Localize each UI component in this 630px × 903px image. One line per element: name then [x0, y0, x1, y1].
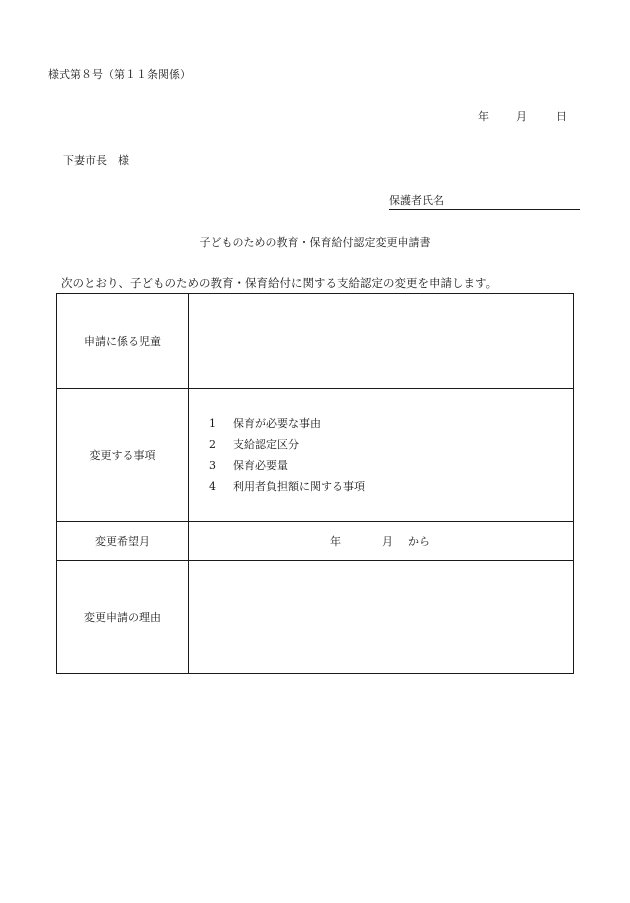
change-items-list	[189, 413, 573, 497]
child-field[interactable]	[189, 294, 574, 389]
date-month-label: 月	[516, 110, 527, 123]
list-item[interactable]	[209, 455, 573, 476]
item-text: 保育必要量	[233, 459, 288, 472]
form-number: 様式第８号（第１１条関係）	[48, 68, 191, 81]
table-row	[57, 522, 574, 561]
guardian-name-label: 保護者氏名	[389, 194, 444, 207]
item-text: 保育が必要な事由	[233, 417, 321, 430]
list-item[interactable]	[209, 413, 573, 434]
list-item[interactable]	[209, 476, 573, 497]
item-number: 3	[209, 459, 216, 472]
guardian-name-field[interactable]	[389, 192, 580, 210]
item-text: 利用者負担額に関する事項	[233, 480, 365, 493]
date-day-label: 日	[556, 110, 567, 123]
intro-text: 次のとおり、子どものための教育・保育給付に関する支給認定の変更を申請します。	[61, 276, 498, 290]
addressee: 下妻市長 様	[63, 154, 129, 167]
item-number: 2	[209, 438, 216, 451]
document-title: 子どものための教育・保育給付認定変更申請書	[199, 236, 431, 249]
table-row	[57, 389, 574, 522]
list-item[interactable]	[209, 434, 573, 455]
reason-field[interactable]	[189, 561, 574, 674]
month-from-label: から	[408, 535, 430, 548]
item-number: 1	[209, 417, 216, 430]
item-text: 支給認定区分	[233, 438, 299, 451]
desired-month-field[interactable]	[189, 522, 574, 561]
month-year-label: 年	[330, 535, 341, 548]
table-row	[57, 294, 574, 389]
desired-month-label: 変更希望月	[57, 522, 189, 561]
child-label: 申請に係る児童	[57, 294, 189, 389]
application-table	[56, 293, 574, 674]
change-items-cell	[189, 389, 574, 522]
reason-label: 変更申請の理由	[57, 561, 189, 674]
month-month-label: 月	[382, 535, 393, 548]
table-row	[57, 561, 574, 674]
date-year-label: 年	[478, 110, 489, 123]
change-items-label: 変更する事項	[57, 389, 189, 522]
item-number: 4	[209, 480, 216, 493]
